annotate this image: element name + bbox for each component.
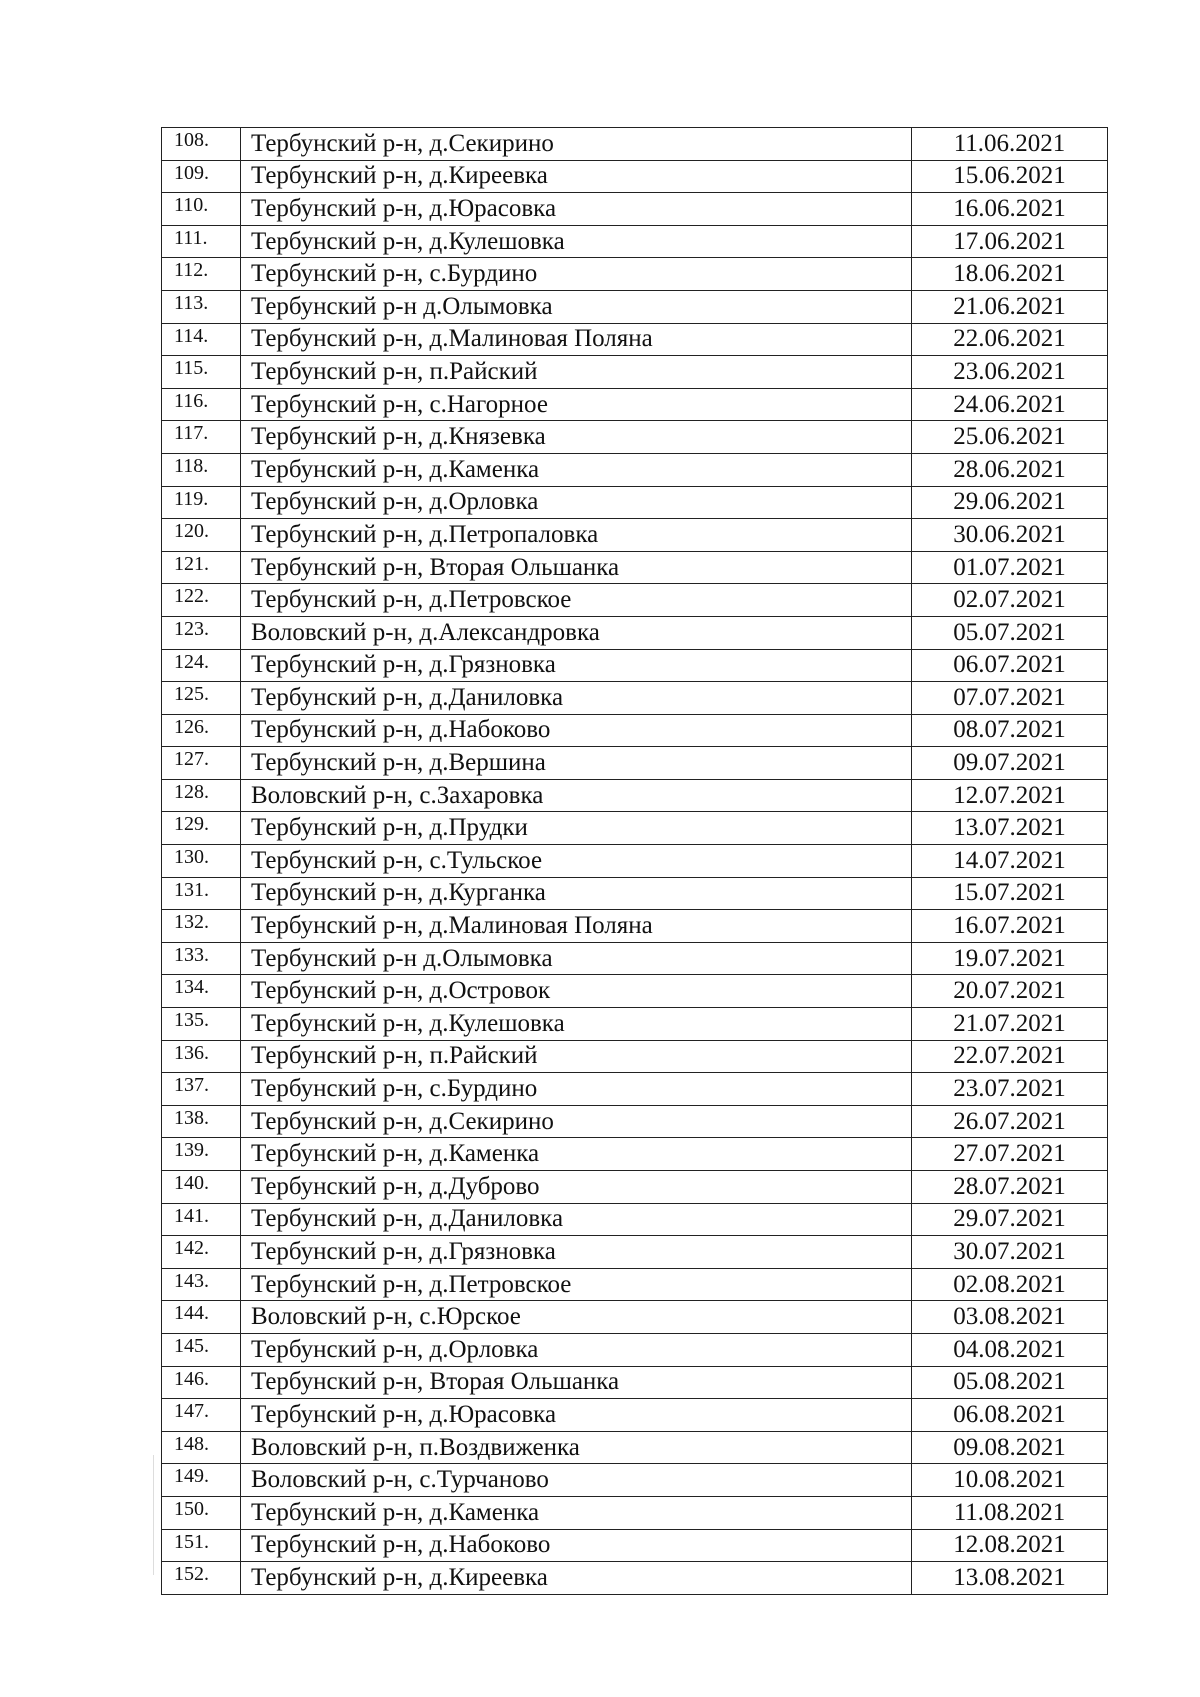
- date-cell: 02.08.2021: [912, 1268, 1108, 1301]
- table-row: [162, 1529, 1108, 1562]
- table-row: [162, 1366, 1108, 1399]
- date-cell: 21.06.2021: [912, 290, 1108, 323]
- location-cell: Тербунский р-н, д.Даниловка: [241, 1203, 912, 1236]
- row-number-cell: 137.: [162, 1073, 241, 1106]
- table-row: [162, 1138, 1108, 1171]
- table-row: [162, 486, 1108, 519]
- date-cell: 08.07.2021: [912, 714, 1108, 747]
- location-cell: Тербунский р-н, д.Орловка: [241, 486, 912, 519]
- location-cell: Тербунский р-н, с.Бурдино: [241, 1073, 912, 1106]
- table-row: [162, 1105, 1108, 1138]
- date-cell: 11.08.2021: [912, 1496, 1108, 1529]
- date-cell: 12.08.2021: [912, 1529, 1108, 1562]
- location-cell: Тербунский р-н, д.Прудки: [241, 812, 912, 845]
- date-cell: 28.06.2021: [912, 453, 1108, 486]
- row-number-cell: 120.: [162, 519, 241, 552]
- table-row: [162, 649, 1108, 682]
- row-number-cell: 135.: [162, 1008, 241, 1041]
- table-row: [162, 193, 1108, 226]
- row-number-cell: 122.: [162, 584, 241, 617]
- table-row: [162, 616, 1108, 649]
- date-cell: 03.08.2021: [912, 1301, 1108, 1334]
- table-row: [162, 453, 1108, 486]
- date-cell: 15.06.2021: [912, 160, 1108, 193]
- location-cell: Тербунский р-н, д.Набоково: [241, 714, 912, 747]
- date-cell: 06.08.2021: [912, 1399, 1108, 1432]
- date-cell: 23.07.2021: [912, 1073, 1108, 1106]
- date-cell: 16.06.2021: [912, 193, 1108, 226]
- location-cell: Тербунский р-н, с.Нагорное: [241, 388, 912, 421]
- row-number-cell: 149.: [162, 1464, 241, 1497]
- row-number-cell: 151.: [162, 1529, 241, 1562]
- table-row: [162, 160, 1108, 193]
- date-cell: 09.08.2021: [912, 1431, 1108, 1464]
- row-number-cell: 108.: [162, 128, 241, 161]
- location-cell: Тербунский р-н, д.Островок: [241, 975, 912, 1008]
- location-cell: Тербунский р-н, д.Киреевка: [241, 1562, 912, 1595]
- scan-artifact-line: [153, 1455, 154, 1575]
- date-cell: 17.06.2021: [912, 225, 1108, 258]
- date-cell: 25.06.2021: [912, 421, 1108, 454]
- table-row: [162, 779, 1108, 812]
- row-number-cell: 143.: [162, 1268, 241, 1301]
- location-cell: Воловский р-н, д.Александровка: [241, 616, 912, 649]
- location-cell: Тербунский р-н, д.Малиновая Поляна: [241, 323, 912, 356]
- date-cell: 10.08.2021: [912, 1464, 1108, 1497]
- date-cell: 21.07.2021: [912, 1008, 1108, 1041]
- row-number-cell: 142.: [162, 1236, 241, 1269]
- date-cell: 29.07.2021: [912, 1203, 1108, 1236]
- location-cell: Тербунский р-н, д.Набоково: [241, 1529, 912, 1562]
- table-row: [162, 682, 1108, 715]
- row-number-cell: 145.: [162, 1333, 241, 1366]
- date-cell: 19.07.2021: [912, 942, 1108, 975]
- row-number-cell: 111.: [162, 225, 241, 258]
- location-cell: Тербунский р-н д.Олымовка: [241, 290, 912, 323]
- date-cell: 22.06.2021: [912, 323, 1108, 356]
- location-cell: Тербунский р-н, Вторая Ольшанка: [241, 1366, 912, 1399]
- row-number-cell: 152.: [162, 1562, 241, 1595]
- row-number-cell: 134.: [162, 975, 241, 1008]
- table-row: [162, 714, 1108, 747]
- location-cell: Тербунский р-н, с.Бурдино: [241, 258, 912, 291]
- location-cell: Тербунский р-н, д.Курганка: [241, 877, 912, 910]
- date-cell: 16.07.2021: [912, 910, 1108, 943]
- date-cell: 14.07.2021: [912, 845, 1108, 878]
- location-cell: Тербунский р-н, д.Вершина: [241, 747, 912, 780]
- date-cell: 28.07.2021: [912, 1171, 1108, 1204]
- date-cell: 04.08.2021: [912, 1333, 1108, 1366]
- location-cell: Тербунский р-н, д.Князевка: [241, 421, 912, 454]
- date-cell: 06.07.2021: [912, 649, 1108, 682]
- table-row: [162, 1268, 1108, 1301]
- row-number-cell: 117.: [162, 421, 241, 454]
- schedule-table-body: [162, 128, 1108, 1595]
- location-cell: Тербунский р-н, д.Петровское: [241, 584, 912, 617]
- date-cell: 22.07.2021: [912, 1040, 1108, 1073]
- location-cell: Тербунский р-н, д.Юрасовка: [241, 1399, 912, 1432]
- location-cell: Тербунский р-н, д.Даниловка: [241, 682, 912, 715]
- table-row: [162, 584, 1108, 617]
- table-row: [162, 258, 1108, 291]
- location-cell: Тербунский р-н, д.Орловка: [241, 1333, 912, 1366]
- row-number-cell: 130.: [162, 845, 241, 878]
- location-cell: Воловский р-н, с.Турчаново: [241, 1464, 912, 1497]
- table-row: [162, 942, 1108, 975]
- row-number-cell: 132.: [162, 910, 241, 943]
- row-number-cell: 123.: [162, 616, 241, 649]
- row-number-cell: 146.: [162, 1366, 241, 1399]
- location-cell: Тербунский р-н, с.Тульское: [241, 845, 912, 878]
- row-number-cell: 128.: [162, 779, 241, 812]
- table-row: [162, 421, 1108, 454]
- date-cell: 27.07.2021: [912, 1138, 1108, 1171]
- row-number-cell: 131.: [162, 877, 241, 910]
- table-row: [162, 1464, 1108, 1497]
- row-number-cell: 138.: [162, 1105, 241, 1138]
- location-cell: Тербунский р-н, д.Кулешовка: [241, 225, 912, 258]
- location-cell: Тербунский р-н, д.Грязновка: [241, 649, 912, 682]
- date-cell: 12.07.2021: [912, 779, 1108, 812]
- table-row: [162, 1431, 1108, 1464]
- row-number-cell: 116.: [162, 388, 241, 421]
- table-row: [162, 877, 1108, 910]
- table-row: [162, 1301, 1108, 1334]
- row-number-cell: 119.: [162, 486, 241, 519]
- location-cell: Воловский р-н, с.Захаровка: [241, 779, 912, 812]
- date-cell: 05.08.2021: [912, 1366, 1108, 1399]
- row-number-cell: 148.: [162, 1431, 241, 1464]
- location-cell: Тербунский р-н, д.Киреевка: [241, 160, 912, 193]
- location-cell: Тербунский р-н, д.Грязновка: [241, 1236, 912, 1269]
- location-cell: Тербунский р-н, п.Райский: [241, 356, 912, 389]
- date-cell: 24.06.2021: [912, 388, 1108, 421]
- table-row: [162, 290, 1108, 323]
- row-number-cell: 147.: [162, 1399, 241, 1432]
- location-cell: Тербунский р-н д.Олымовка: [241, 942, 912, 975]
- location-cell: Воловский р-н, с.Юрское: [241, 1301, 912, 1334]
- row-number-cell: 126.: [162, 714, 241, 747]
- location-cell: Тербунский р-н, д.Секирино: [241, 128, 912, 161]
- location-cell: Тербунский р-н, д.Кулешовка: [241, 1008, 912, 1041]
- table-row: [162, 975, 1108, 1008]
- table-row: [162, 1399, 1108, 1432]
- location-cell: Тербунский р-н, д.Секирино: [241, 1105, 912, 1138]
- location-cell: Тербунский р-н, д.Каменка: [241, 1138, 912, 1171]
- date-cell: 29.06.2021: [912, 486, 1108, 519]
- date-cell: 09.07.2021: [912, 747, 1108, 780]
- date-cell: 11.06.2021: [912, 128, 1108, 161]
- table-row: [162, 812, 1108, 845]
- row-number-cell: 150.: [162, 1496, 241, 1529]
- table-row: [162, 551, 1108, 584]
- date-cell: 01.07.2021: [912, 551, 1108, 584]
- row-number-cell: 133.: [162, 942, 241, 975]
- table-row: [162, 1203, 1108, 1236]
- table-row: [162, 1562, 1108, 1595]
- row-number-cell: 144.: [162, 1301, 241, 1334]
- table-row: [162, 519, 1108, 552]
- table-row: [162, 910, 1108, 943]
- date-cell: 18.06.2021: [912, 258, 1108, 291]
- row-number-cell: 109.: [162, 160, 241, 193]
- table-row: [162, 356, 1108, 389]
- date-cell: 30.06.2021: [912, 519, 1108, 552]
- location-cell: Тербунский р-н, д.Каменка: [241, 453, 912, 486]
- location-cell: Воловский р-н, п.Воздвиженка: [241, 1431, 912, 1464]
- row-number-cell: 141.: [162, 1203, 241, 1236]
- date-cell: 30.07.2021: [912, 1236, 1108, 1269]
- location-cell: Тербунский р-н, д.Малиновая Поляна: [241, 910, 912, 943]
- table-row: [162, 1008, 1108, 1041]
- date-cell: 02.07.2021: [912, 584, 1108, 617]
- date-cell: 13.08.2021: [912, 1562, 1108, 1595]
- table-row: [162, 323, 1108, 356]
- table-row: [162, 747, 1108, 780]
- row-number-cell: 113.: [162, 290, 241, 323]
- date-cell: 13.07.2021: [912, 812, 1108, 845]
- table-row: [162, 1236, 1108, 1269]
- row-number-cell: 125.: [162, 682, 241, 715]
- table-row: [162, 845, 1108, 878]
- row-number-cell: 136.: [162, 1040, 241, 1073]
- location-cell: Тербунский р-н, д.Каменка: [241, 1496, 912, 1529]
- row-number-cell: 114.: [162, 323, 241, 356]
- table-row: [162, 225, 1108, 258]
- date-cell: 26.07.2021: [912, 1105, 1108, 1138]
- row-number-cell: 140.: [162, 1171, 241, 1204]
- table-row: [162, 1333, 1108, 1366]
- location-cell: Тербунский р-н, Вторая Ольшанка: [241, 551, 912, 584]
- location-cell: Тербунский р-н, д.Юрасовка: [241, 193, 912, 226]
- table-row: [162, 1040, 1108, 1073]
- row-number-cell: 139.: [162, 1138, 241, 1171]
- location-cell: Тербунский р-н, п.Райский: [241, 1040, 912, 1073]
- date-cell: 20.07.2021: [912, 975, 1108, 1008]
- row-number-cell: 127.: [162, 747, 241, 780]
- table-row: [162, 1073, 1108, 1106]
- table-row: [162, 1496, 1108, 1529]
- table-row: [162, 388, 1108, 421]
- date-cell: 05.07.2021: [912, 616, 1108, 649]
- row-number-cell: 129.: [162, 812, 241, 845]
- schedule-table: [161, 127, 1108, 1595]
- location-cell: Тербунский р-н, д.Петровское: [241, 1268, 912, 1301]
- row-number-cell: 112.: [162, 258, 241, 291]
- location-cell: Тербунский р-н, д.Дуброво: [241, 1171, 912, 1204]
- date-cell: 15.07.2021: [912, 877, 1108, 910]
- row-number-cell: 124.: [162, 649, 241, 682]
- table-row: [162, 128, 1108, 161]
- row-number-cell: 115.: [162, 356, 241, 389]
- row-number-cell: 118.: [162, 453, 241, 486]
- table-row: [162, 1171, 1108, 1204]
- row-number-cell: 110.: [162, 193, 241, 226]
- date-cell: 23.06.2021: [912, 356, 1108, 389]
- row-number-cell: 121.: [162, 551, 241, 584]
- location-cell: Тербунский р-н, д.Петропаловка: [241, 519, 912, 552]
- date-cell: 07.07.2021: [912, 682, 1108, 715]
